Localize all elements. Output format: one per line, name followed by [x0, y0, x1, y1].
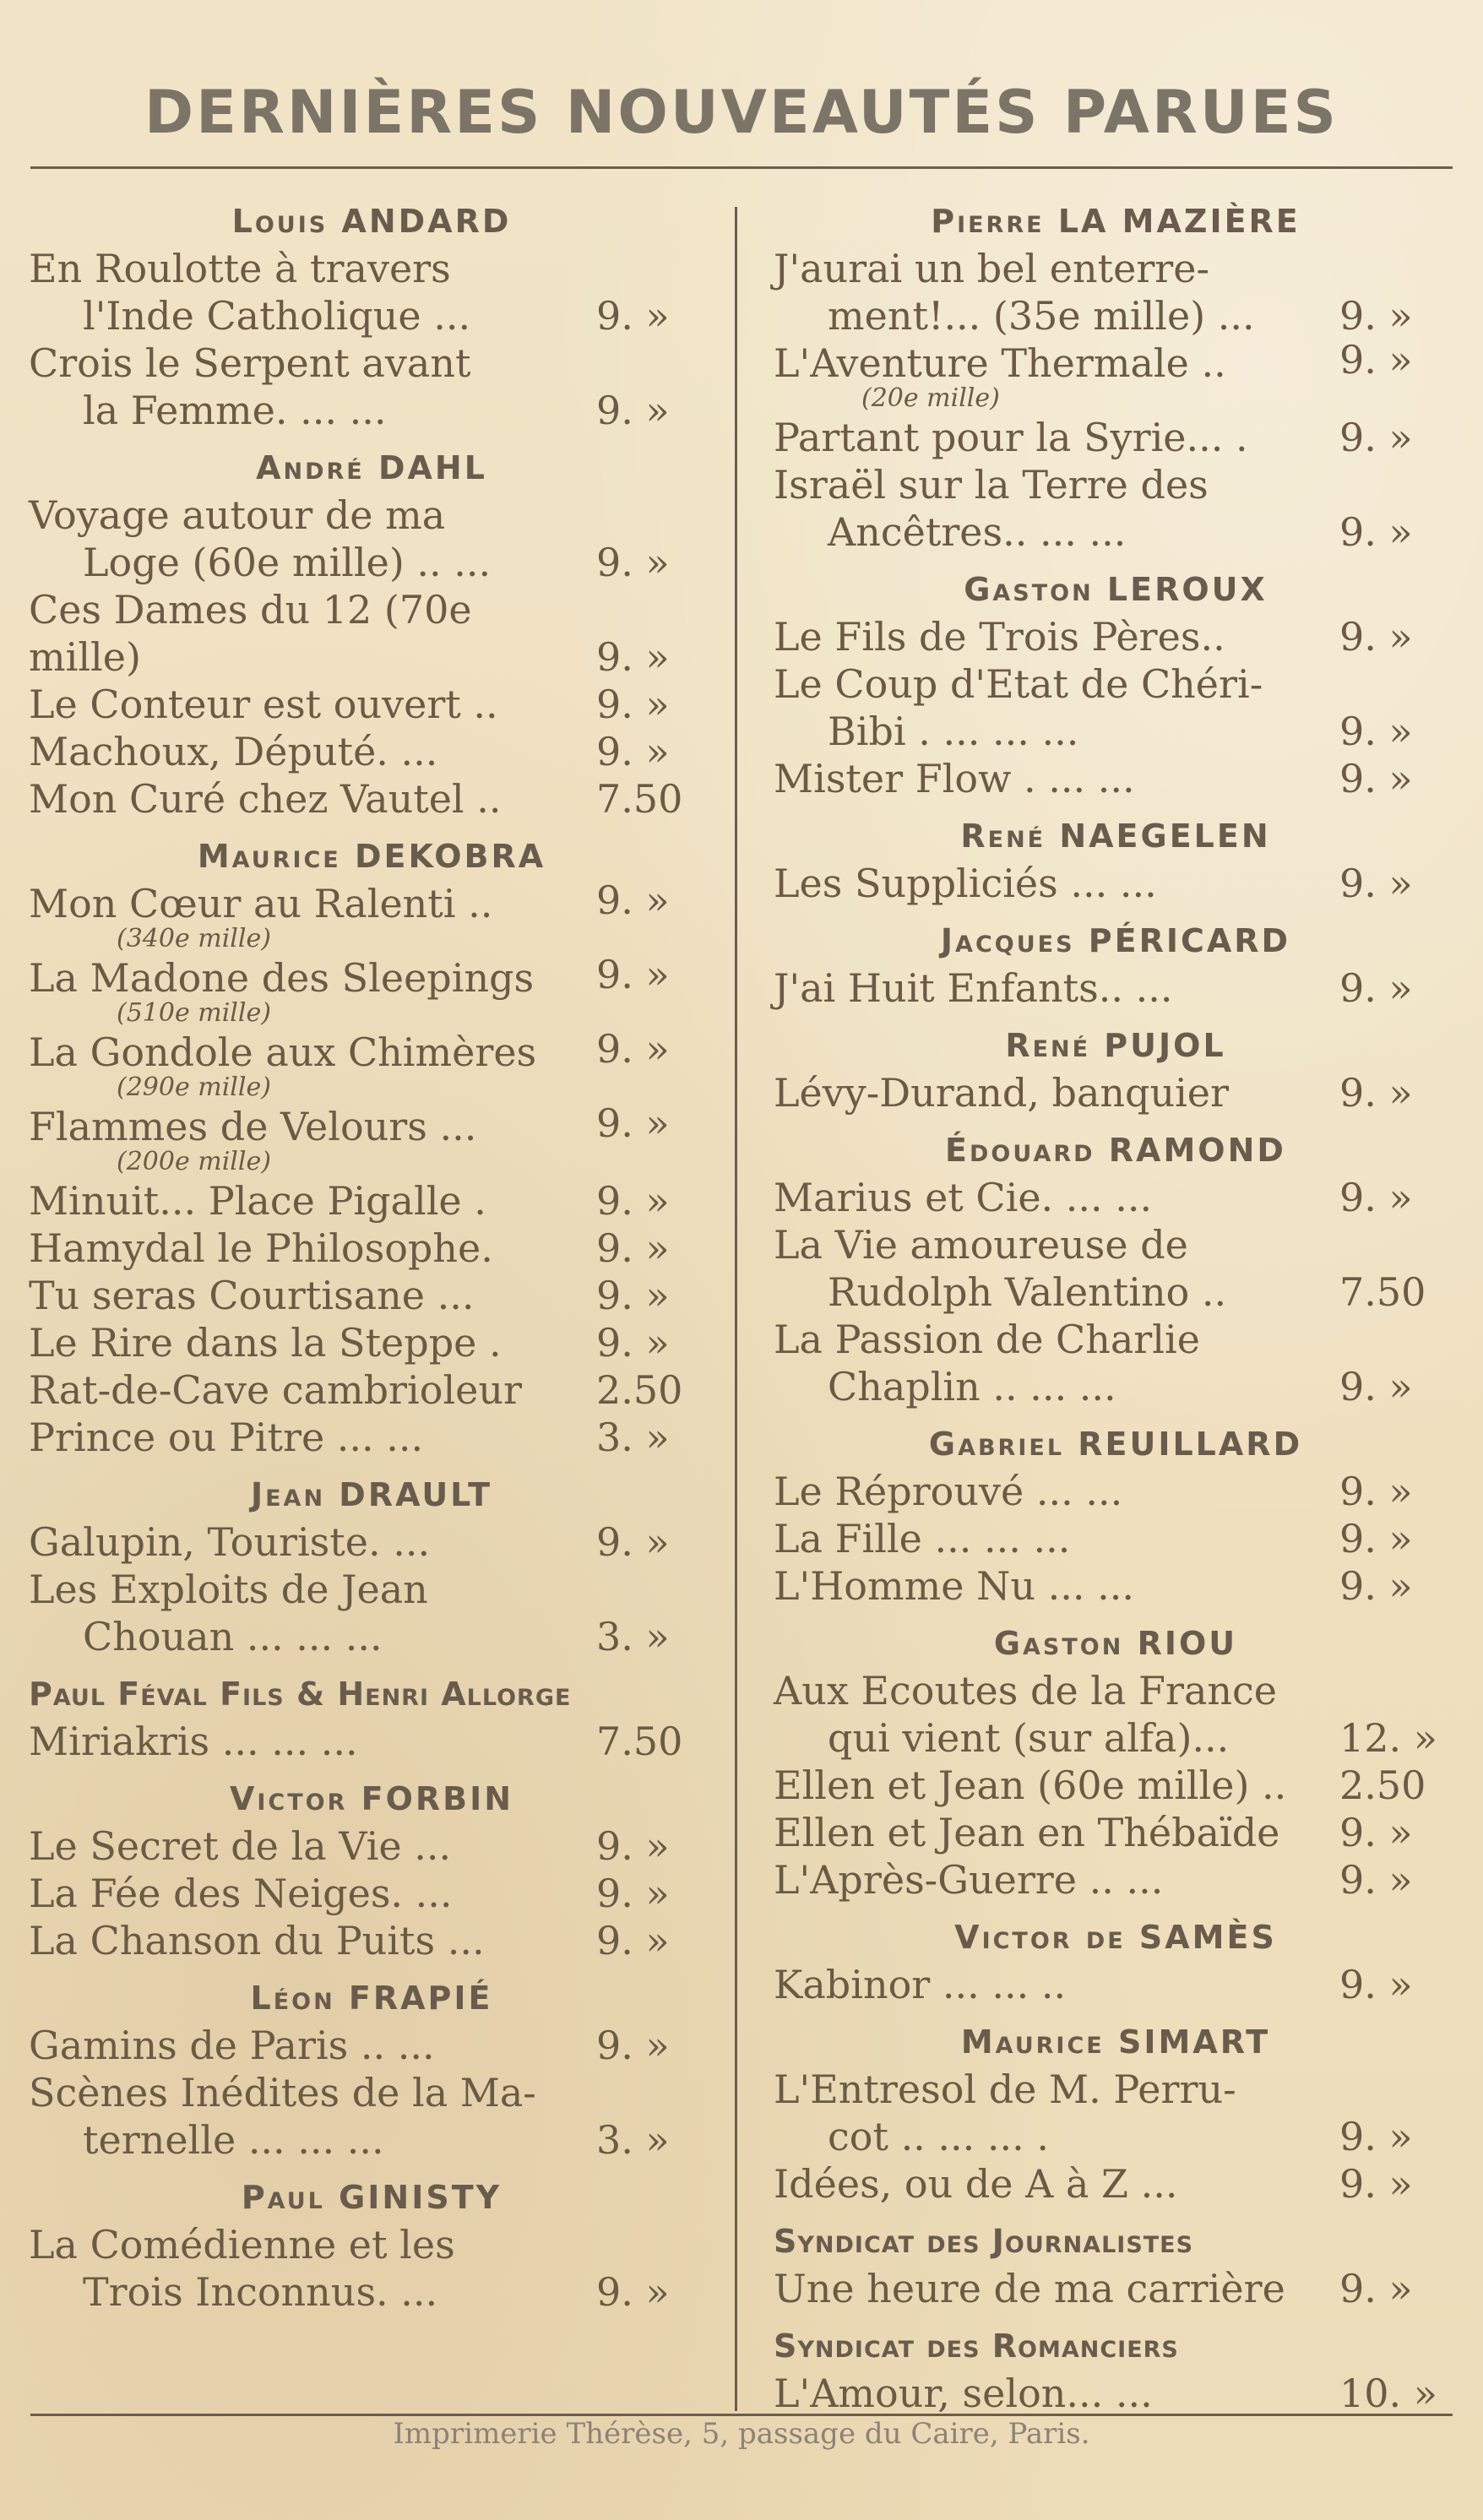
book-price: 10. » — [1339, 2371, 1437, 2416]
book-entry — [774, 1221, 1458, 1316]
book-title-line: Miriakris ... ... ... — [29, 1719, 358, 1764]
book-entry — [29, 1822, 714, 1870]
book-title-line: Mon Curé chez Vautel .. — [29, 776, 502, 822]
book-price: 9. » — [1339, 965, 1413, 1011]
book-entry — [774, 1069, 1458, 1116]
book-entry — [29, 1518, 714, 1566]
book-price: 9. » — [596, 682, 670, 727]
book-title-line: L'Amour, selon... ... — [774, 2371, 1153, 2416]
book-entry — [29, 1177, 714, 1225]
book-title-line: L'Entresol de M. Perru- — [774, 2067, 1236, 2112]
book-price: 9. » — [596, 1225, 670, 1271]
book-title-line: Le Réprouvé ... ... — [774, 1469, 1123, 1514]
book-entry — [774, 414, 1458, 461]
book-entry — [29, 1026, 714, 1103]
book-price: 9. » — [596, 1178, 670, 1224]
book-title-line: cot .. ... ... . — [828, 2114, 1050, 2159]
book-entry — [774, 339, 1458, 414]
book-price: 9. » — [1339, 2161, 1413, 2207]
book-entry — [774, 1809, 1458, 1856]
book-entry — [29, 1718, 714, 1765]
book-price: 9. » — [596, 388, 670, 433]
book-entry — [774, 660, 1458, 755]
book-entry — [29, 728, 714, 775]
edition-note: (200e mille) — [117, 1147, 271, 1176]
book-price: 9. » — [1339, 337, 1413, 383]
book-entry — [774, 1562, 1458, 1610]
book-title-line: ment!... (35e mille) ... — [828, 293, 1255, 339]
book-entry — [774, 860, 1458, 907]
book-price: 7.50 — [1339, 1269, 1426, 1315]
book-price: 9. » — [1339, 509, 1413, 555]
book-price: 7.50 — [596, 776, 683, 822]
author-heading: Gaston LEROUX — [964, 571, 1268, 608]
author-heading: Gaston RIOU — [993, 1625, 1238, 1662]
book-title-line: Israël sur la Terre des — [774, 462, 1209, 508]
book-price: 9. » — [1339, 2266, 1413, 2311]
book-title-line: La Madone des Sleepings — [29, 955, 535, 1001]
edition-note: (20e mille) — [861, 383, 1000, 413]
book-title-line: Ces Dames du 12 (70e mille) — [29, 587, 472, 680]
book-title-line: Galupin, Touriste. ... — [29, 1519, 431, 1565]
book-price: 9. » — [1339, 415, 1413, 460]
book-entry — [29, 1100, 714, 1177]
book-title-line: Le Fils de Trois Pères.. — [774, 614, 1225, 660]
book-entry — [29, 339, 714, 434]
book-entry — [29, 1414, 714, 1461]
book-price: 9. » — [596, 1273, 670, 1318]
book-entry — [29, 2022, 714, 2069]
book-price: 9. » — [596, 1823, 670, 1869]
book-price: 2.50 — [596, 1367, 683, 1413]
book-entry — [774, 1316, 1458, 1410]
author-heading: Léon FRAPIÉ — [250, 1980, 493, 2017]
author-heading: Jacques PÉRICARD — [940, 922, 1291, 959]
book-title-line: Partant pour la Syrie... . — [774, 415, 1248, 460]
author-heading: Gabriel REUILLARD — [928, 1426, 1303, 1463]
book-title-line: Prince ou Pitre ... ... — [29, 1415, 424, 1460]
book-title-line: Le Rire dans la Steppe . — [29, 1320, 502, 1366]
book-price: 9. » — [1339, 614, 1413, 660]
page-title: DERNIÈRES NOUVEAUTÉS PARUES — [144, 78, 1339, 147]
book-price: 9. » — [1339, 861, 1413, 906]
book-title-line: Idées, ou de A à Z ... — [774, 2161, 1178, 2207]
author-heading: Paul Féval Fils & Henri Allorge — [29, 1675, 572, 1713]
book-price: 9. » — [1339, 1469, 1413, 1514]
author-heading: Louis ANDARD — [231, 203, 512, 240]
book-title-line: l'Inde Catholique ... — [83, 293, 471, 339]
book-price: 12. » — [1339, 1715, 1437, 1761]
book-price: 9. » — [596, 1871, 670, 1916]
book-title-line: Trois Inconnus. ... — [83, 2269, 438, 2315]
book-entry — [774, 2370, 1458, 2417]
book-entry — [774, 613, 1458, 660]
book-title-line: L'Homme Nu ... ... — [774, 1563, 1134, 1609]
book-entry — [29, 1917, 714, 1964]
book-entry — [774, 2265, 1458, 2312]
book-price: 9. » — [596, 2023, 670, 2068]
book-title-line: L'Après-Guerre .. ... — [774, 1857, 1164, 1903]
book-entry — [29, 2069, 714, 2164]
book-title-line: La Vie amoureuse de — [774, 1222, 1188, 1268]
book-title-line: Les Suppliciés ... ... — [774, 861, 1157, 906]
book-price: 9. » — [596, 729, 670, 774]
author-heading: Maurice SIMART — [960, 2023, 1271, 2061]
book-price: 9. » — [1339, 756, 1413, 801]
book-price: 9. » — [596, 1918, 670, 1963]
book-entry — [29, 1366, 714, 1414]
book-title-line: Crois le Serpent avant — [29, 340, 471, 386]
author-heading: René PUJOL — [1005, 1027, 1226, 1064]
book-title-line: La Fée des Neiges. ... — [29, 1871, 453, 1916]
book-title-line: Ellen et Jean (60e mille) .. — [774, 1762, 1287, 1808]
author-heading: Syndicat des Romanciers — [774, 2327, 1179, 2365]
book-title-line: Lévy-Durand, banquier — [774, 1070, 1230, 1116]
edition-note: (290e mille) — [117, 1073, 271, 1102]
book-title-line: Gamins de Paris .. ... — [29, 2023, 435, 2068]
book-title-line: Rat-de-Cave cambrioleur — [29, 1367, 523, 1413]
book-price: 3. » — [596, 1614, 670, 1659]
book-title-line: Bibi . ... ... ... — [828, 709, 1079, 754]
book-price: 9. » — [596, 952, 670, 997]
book-price: 9. » — [1339, 709, 1413, 754]
book-title-line: En Roulotte à travers — [29, 246, 451, 291]
book-entry — [29, 1225, 714, 1272]
book-price: 7.50 — [596, 1719, 683, 1764]
book-entry — [774, 1667, 1458, 1762]
book-entry — [774, 1174, 1458, 1221]
book-price: 9. » — [596, 2269, 670, 2315]
book-price: 9. » — [1339, 1175, 1413, 1220]
book-title-line: Machoux, Député. ... — [29, 729, 438, 774]
book-title-line: La Fille ... ... ... — [774, 1516, 1071, 1561]
book-price: 9. » — [596, 634, 670, 680]
book-entry — [29, 586, 714, 681]
book-entry — [774, 1856, 1458, 1904]
book-entry — [774, 1515, 1458, 1562]
book-price: 9. » — [596, 1026, 670, 1072]
book-title-line: Flammes de Velours ... — [29, 1104, 477, 1149]
bottom-rule — [30, 2414, 1453, 2416]
book-title-line: Les Exploits de Jean — [29, 1567, 428, 1612]
book-entry — [774, 245, 1458, 339]
book-title-line: Mister Flow . ... ... — [774, 756, 1135, 801]
book-title-line: Rudolph Valentino .. — [828, 1269, 1227, 1315]
column-divider — [735, 207, 737, 2411]
book-entry — [29, 775, 714, 823]
author-heading: André DAHL — [256, 449, 487, 486]
book-title-line: Kabinor ... ... .. — [774, 1962, 1067, 2007]
book-title-line: Une heure de ma carrière — [774, 2266, 1285, 2311]
edition-note: (510e mille) — [117, 998, 271, 1028]
author-heading: Édouard RAMOND — [945, 1132, 1286, 1169]
printer-footer: Imprimerie Thérèse, 5, passage du Caire, Paris. — [393, 2417, 1090, 2451]
book-title-line: Chouan ... ... ... — [83, 1614, 383, 1659]
book-price: 9. » — [1339, 2114, 1413, 2159]
book-title-line: qui vient (sur alfa)... — [828, 1715, 1230, 1761]
book-entry — [29, 1566, 714, 1660]
book-entry — [774, 1961, 1458, 2008]
book-title-line: Voyage autour de ma — [29, 492, 446, 538]
book-title-line: Ellen et Jean en Thébaïde — [774, 1810, 1280, 1855]
book-title-line: Chaplin .. ... ... — [828, 1364, 1116, 1409]
book-entry — [29, 954, 714, 1029]
book-price: 9. » — [596, 1100, 670, 1146]
book-title-line: Tu seras Courtisane ... — [29, 1273, 475, 1318]
book-title-line: L'Aventure Thermale .. — [774, 340, 1226, 386]
book-title-line: Le Conteur est ouvert .. — [29, 682, 498, 727]
book-title-line: Minuit... Place Pigalle . — [29, 1178, 486, 1224]
author-heading: Syndicat des Journalistes — [774, 2223, 1194, 2260]
book-price: 9. » — [596, 540, 670, 585]
book-title-line: ternelle ... ... ... — [83, 2117, 384, 2163]
book-entry — [29, 1272, 714, 1319]
book-price: 9. » — [1339, 293, 1413, 339]
book-price: 3. » — [596, 1415, 670, 1460]
book-entry — [29, 1319, 714, 1366]
book-entry — [29, 877, 714, 954]
book-entry — [774, 1762, 1458, 1809]
book-price: 9. » — [1339, 1563, 1413, 1609]
author-heading: Jean DRAULT — [250, 1476, 493, 1513]
right-column — [774, 203, 1458, 2417]
book-entry — [774, 2066, 1458, 2160]
author-heading: Victor FORBIN — [229, 1780, 514, 1817]
book-entry — [29, 492, 714, 586]
book-entry — [29, 681, 714, 728]
book-title-line: Ancêtres.. ... ... — [828, 509, 1127, 555]
book-title-line: La Chanson du Puits ... — [29, 1918, 485, 1963]
book-title-line: Aux Ecoutes de la France — [774, 1668, 1278, 1713]
left-column — [29, 203, 714, 2316]
book-title-line: Loge (60e mille) .. ... — [83, 540, 492, 585]
book-entry — [774, 755, 1458, 802]
author-heading: Victor de SAMÈS — [954, 1919, 1277, 1956]
book-price: 9. » — [1339, 1810, 1413, 1855]
top-rule — [30, 166, 1453, 169]
book-price: 9. » — [1339, 1516, 1413, 1561]
book-entry — [774, 461, 1458, 556]
author-heading: Pierre LA MAZIÈRE — [931, 203, 1301, 240]
book-title-line: Scènes Inédites de la Ma- — [29, 2070, 536, 2115]
book-price: 9. » — [596, 1519, 670, 1565]
book-price: 9. » — [1339, 1070, 1413, 1116]
book-title-line: J'ai Huit Enfants.. ... — [774, 965, 1173, 1011]
book-entry — [774, 964, 1458, 1012]
book-price: 9. » — [596, 877, 670, 923]
book-title-line: la Femme. ... ... — [83, 388, 387, 433]
book-title-line: La Gondole aux Chimères — [29, 1029, 537, 1075]
edition-note: (340e mille) — [117, 924, 271, 953]
book-entry — [29, 2221, 714, 2316]
book-title-line: J'aurai un bel enterre- — [774, 246, 1210, 291]
author-heading: Paul GINISTY — [241, 2179, 502, 2216]
author-heading: René NAEGELEN — [960, 817, 1271, 855]
book-title-line: Mon Cœur au Ralenti .. — [29, 881, 493, 926]
book-price: 9. » — [1339, 1962, 1413, 2007]
book-title-line: Hamydal le Philosophe. — [29, 1225, 493, 1271]
book-title-line: Marius et Cie. ... ... — [774, 1175, 1153, 1220]
book-entry — [774, 2160, 1458, 2208]
book-title-line: La Passion de Charlie — [774, 1317, 1200, 1362]
book-price: 2.50 — [1339, 1762, 1426, 1808]
author-heading: Maurice DEKOBRA — [197, 838, 546, 875]
book-title-line: Le Secret de la Vie ... — [29, 1823, 452, 1869]
book-entry — [29, 245, 714, 339]
book-price: 9. » — [1339, 1364, 1413, 1409]
book-price: 9. » — [596, 1320, 670, 1366]
book-title-line: Le Coup d'Etat de Chéri- — [774, 661, 1263, 707]
book-title-line: La Comédienne et les — [29, 2222, 455, 2267]
book-entry — [774, 1468, 1458, 1515]
book-entry — [29, 1870, 714, 1917]
book-price: 3. » — [596, 2117, 670, 2163]
book-price: 9. » — [1339, 1857, 1413, 1903]
book-price: 9. » — [596, 293, 670, 339]
